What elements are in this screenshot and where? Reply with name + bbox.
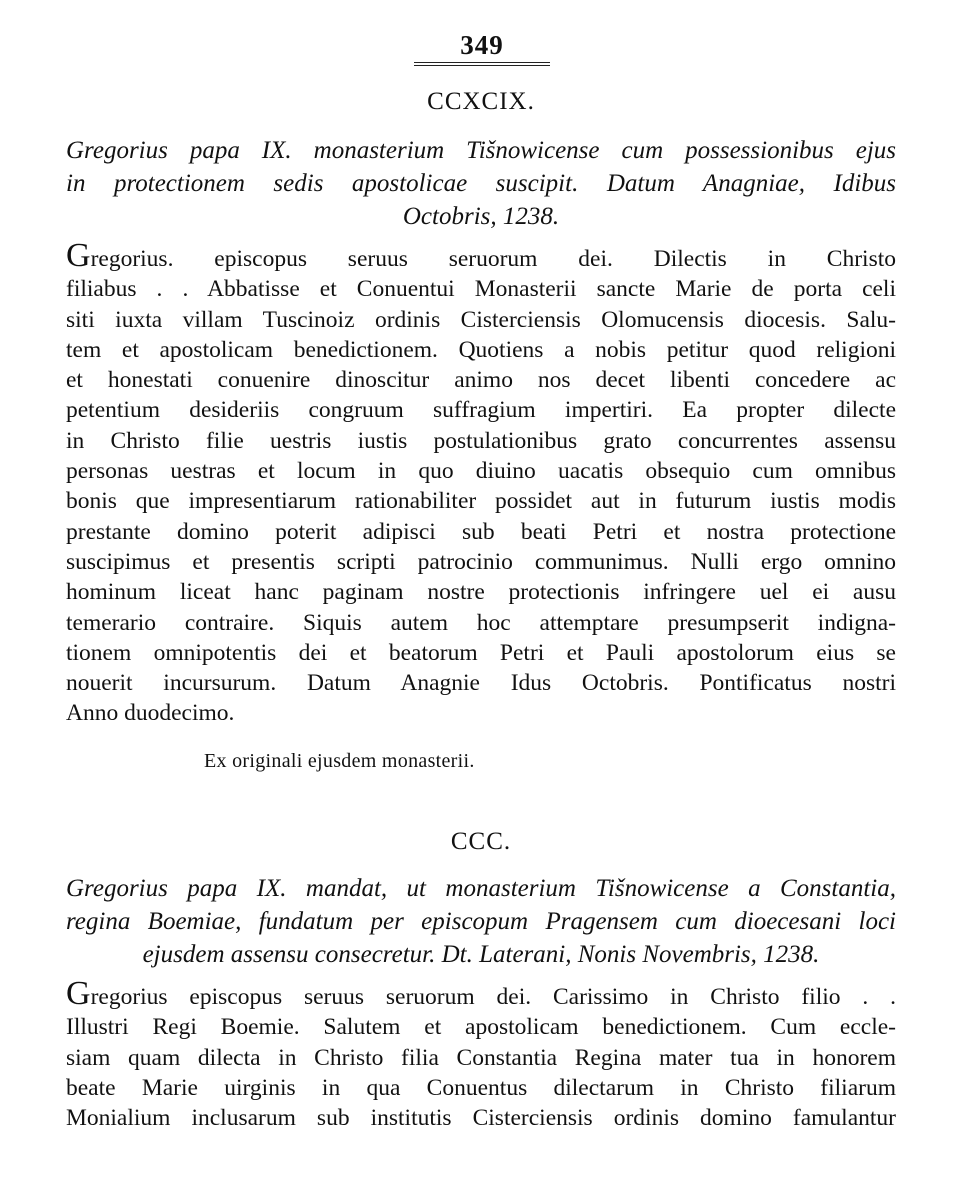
- text-line: nouerit incursurum. Datum Anagnie Idus Octobris. Pontificatus nostri: [66, 670, 896, 697]
- initial-letter: G: [66, 975, 91, 1012]
- text-line: et honestati conuenire dinoscitur animo nos decet libenti concedere ac: [66, 367, 896, 394]
- summary-line: in protectionem sedis apostolicae suscipit. Datum Anagniae, Idibus: [66, 170, 896, 197]
- page-number: 349: [460, 30, 504, 60]
- document-text: [66, 237, 896, 729]
- text-line: suscipimus et presentis scripti patrocinio communimus. Nulli ergo omnino: [66, 548, 896, 575]
- text-line: tionem omnipotentis dei et beatorum Petri et Pauli apostolorum eius se: [66, 639, 896, 666]
- text-line: temerario contraire. Siquis autem hoc attemptare presumpserit indigna-: [66, 609, 896, 636]
- text-line-content: regorius. episcopus seruus seruorum dei. Dilectis in Christo: [90, 246, 896, 272]
- document-summary: [66, 134, 896, 233]
- text-line: Monialium inclusarum sub institutis Cisterciensis ordinis domino famulantur: [66, 1105, 896, 1132]
- document-number: CCXCIX.: [427, 88, 535, 115]
- summary-line: Gregorius papa IX. mandat, ut monasterium Tišnowicense a Constantia,: [66, 875, 896, 902]
- text-line-content: regorius episcopus seruus seruorum dei. Carissimo in Christo filio . .: [90, 984, 896, 1010]
- text-line: [66, 975, 896, 1012]
- text-line: beate Marie uirginis in qua Conuentus dilectarum in Christo filiarum: [66, 1074, 896, 1101]
- text-line: hominum liceat hanc paginam nostre protectionis infringere uel ei ausu: [66, 579, 896, 606]
- text-line: bonis que impresentiarum rationabiliter possidet aut in futurum iustis modis: [66, 488, 896, 515]
- text-line: in Christo filie uestris iustis postulationibus grato concurrentes assensu: [66, 427, 896, 454]
- text-line: tem et apostolicam benedictionem. Quotiens a nobis petitur quod religioni: [66, 336, 896, 363]
- text-line: Illustri Regi Boemie. Salutem et apostolicam benedictionem. Cum eccle-: [66, 1014, 896, 1041]
- summary-line: regina Boemiae, fundatum per episcopum Pragensem cum dioecesani loci: [66, 908, 896, 935]
- text-line: petentium desideriis congruum suffragium impertiri. Ea propter dilecte: [66, 397, 896, 424]
- summary-line: Octobris, 1238.: [402, 203, 560, 230]
- text-line: Anno duodecimo.: [66, 700, 235, 727]
- text-line: prestante domino poterit adipisci sub beati Petri et nostra protectione: [66, 518, 896, 545]
- text-line: personas uestras et locum in quo diuino uacatis obsequio cum omnibus: [66, 458, 896, 485]
- text-line: [66, 237, 896, 274]
- text-line: filiabus . . Abbatisse et Conuentui Monasterii sancte Marie de porta celi: [66, 276, 896, 303]
- summary-line: Gregorius papa IX. monasterium Tišnowicense cum possessionibus ejus: [66, 137, 896, 164]
- initial-letter: G: [66, 237, 91, 274]
- source-note: Ex originali ejusdem monasterii.: [204, 750, 475, 772]
- text-line: siti iuxta villam Tuscinoiz ordinis Cisterciensis Olomucensis diocesis. Salu-: [66, 306, 896, 333]
- page-header: [414, 30, 550, 66]
- document-number: CCC.: [450, 828, 512, 855]
- document-text: [66, 975, 896, 1133]
- text-line: siam quam dilecta in Christo filia Constantia Regina mater tua in honorem: [66, 1044, 896, 1071]
- summary-line: ejusdem assensu consecretur. Dt. Laterani, Nonis Novembris, 1238.: [142, 941, 820, 968]
- document-summary: [66, 872, 896, 971]
- header-rule: [414, 62, 550, 66]
